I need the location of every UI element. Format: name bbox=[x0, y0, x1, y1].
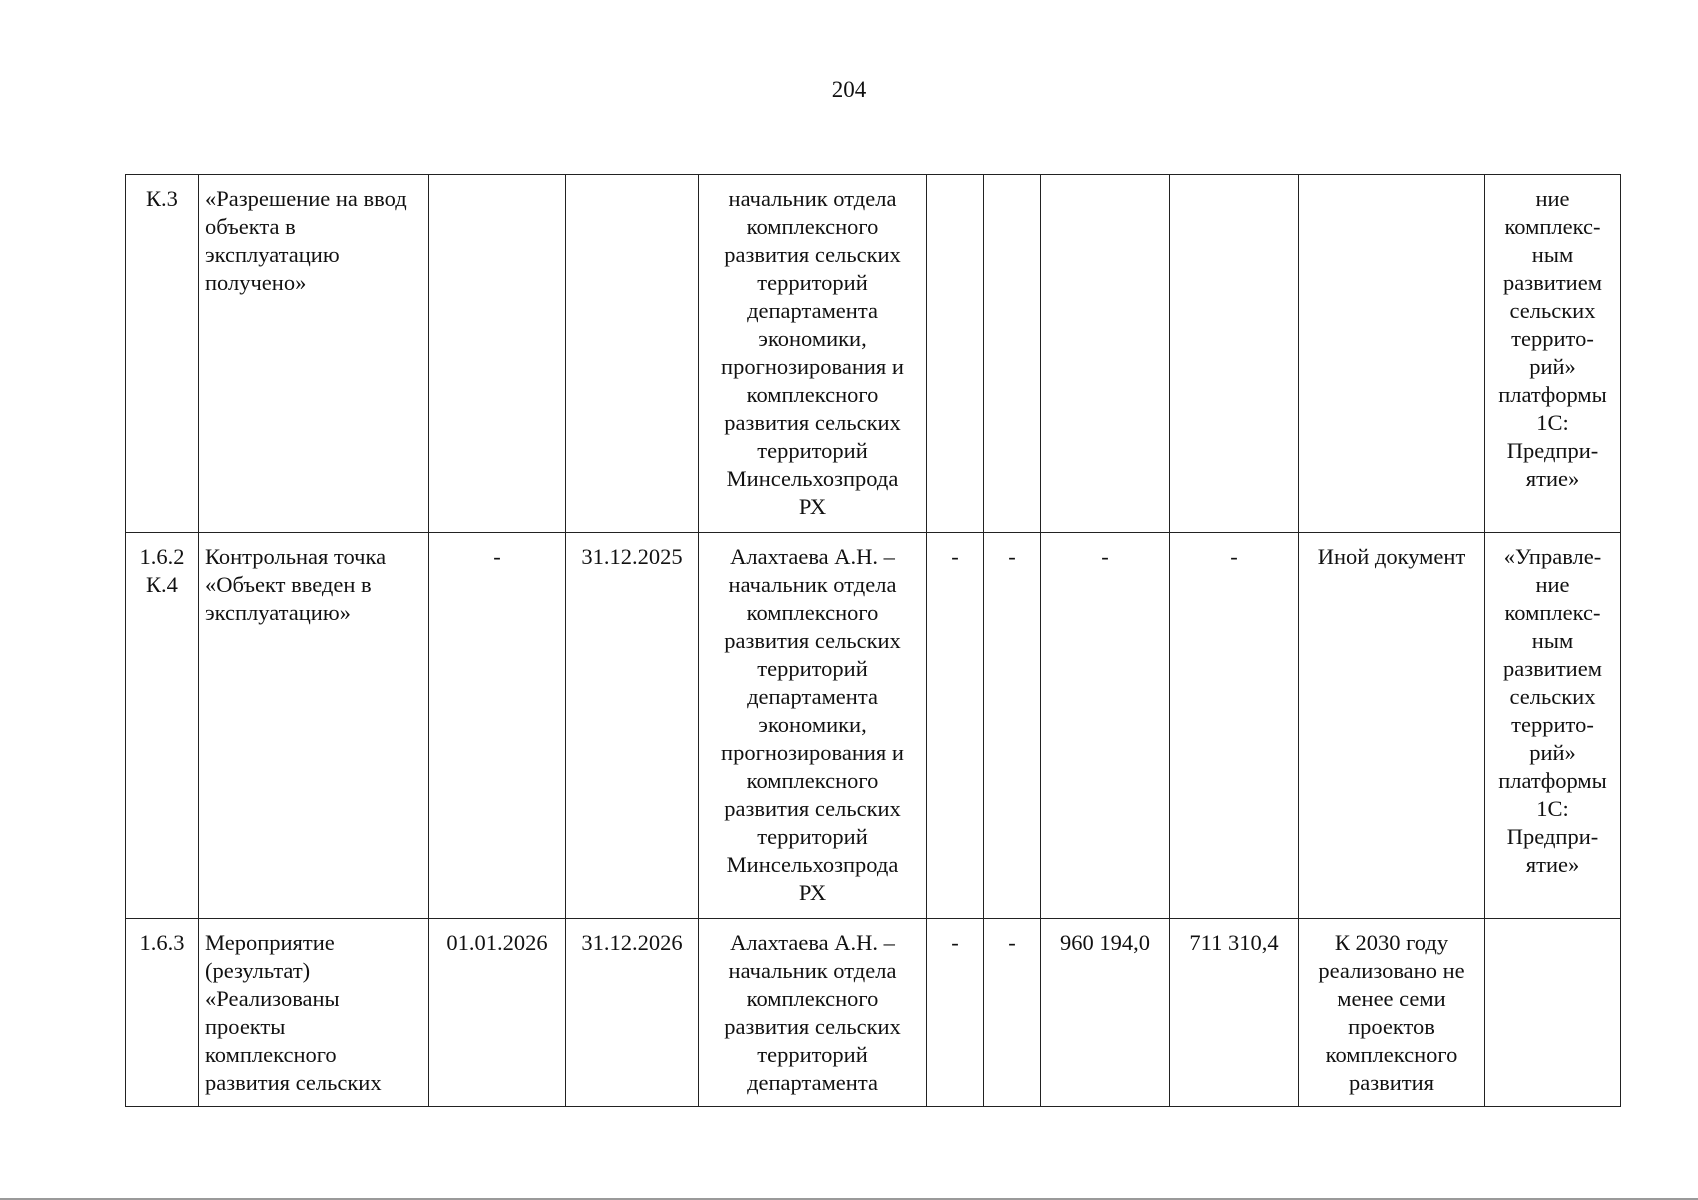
row-value-4: 711 310,4 bbox=[1170, 919, 1299, 1107]
row-name: «Разрешение на ввод объекта в эксплуатацию получено» bbox=[199, 175, 429, 533]
row-system: «Управле- ние комплекс- ным развитием сельских террито- рий» платформы 1С: Предпри- ятие» bbox=[1485, 533, 1621, 919]
row-value-2 bbox=[984, 175, 1041, 533]
row-responsible: Алахтаева А.Н. – начальник отдела комплексного развития сельских территорий департамента bbox=[699, 919, 927, 1107]
page-number: 204 bbox=[831, 77, 867, 102]
row-value-1: - bbox=[927, 533, 984, 919]
row-value-3 bbox=[1041, 175, 1170, 533]
table-row bbox=[126, 533, 1621, 919]
row-end-date: 31.12.2026 bbox=[566, 919, 699, 1107]
row-value-2: - bbox=[984, 533, 1041, 919]
row-system bbox=[1485, 919, 1621, 1107]
row-value-1: - bbox=[927, 919, 984, 1107]
row-end-date: 31.12.2025 bbox=[566, 533, 699, 919]
row-code: К.3 bbox=[126, 175, 199, 533]
row-value-4: - bbox=[1170, 533, 1299, 919]
row-system: ние комплекс- ным развитием сельских террито- рий» платформы 1С: Предпри- ятие» bbox=[1485, 175, 1621, 533]
row-value-1 bbox=[927, 175, 984, 533]
table-row bbox=[126, 175, 1621, 533]
row-code: 1.6.3 bbox=[126, 919, 199, 1107]
row-name: Мероприятие (результат) «Реализованы проекты комплексного развития сельских bbox=[199, 919, 429, 1107]
table-row bbox=[126, 919, 1621, 1107]
row-document: К 2030 году реализовано не менее семи проектов комплексного развития bbox=[1299, 919, 1485, 1107]
row-document: Иной документ bbox=[1299, 533, 1485, 919]
row-end-date bbox=[566, 175, 699, 533]
row-start-date bbox=[429, 175, 566, 533]
row-value-3: 960 194,0 bbox=[1041, 919, 1170, 1107]
row-value-4 bbox=[1170, 175, 1299, 533]
row-responsible: Алахтаева А.Н. – начальник отдела комплексного развития сельских территорий департамента экономики, прогнозирования и комплексного развития сельских территорий Минсельхозпрода РХ bbox=[699, 533, 927, 919]
row-value-2: - bbox=[984, 919, 1041, 1107]
plan-table bbox=[125, 174, 1621, 1107]
row-document bbox=[1299, 175, 1485, 533]
row-code: 1.6.2 К.4 bbox=[126, 533, 199, 919]
row-start-date: 01.01.2026 bbox=[429, 919, 566, 1107]
row-name: Контрольная точка «Объект введен в эксплуатацию» bbox=[199, 533, 429, 919]
row-value-3: - bbox=[1041, 533, 1170, 919]
row-responsible: начальник отдела комплексного развития сельских территорий департамента экономики, прогнозирования и комплексного развития сельских территорий Минсельхозпрода РХ bbox=[699, 175, 927, 533]
row-start-date: - bbox=[429, 533, 566, 919]
